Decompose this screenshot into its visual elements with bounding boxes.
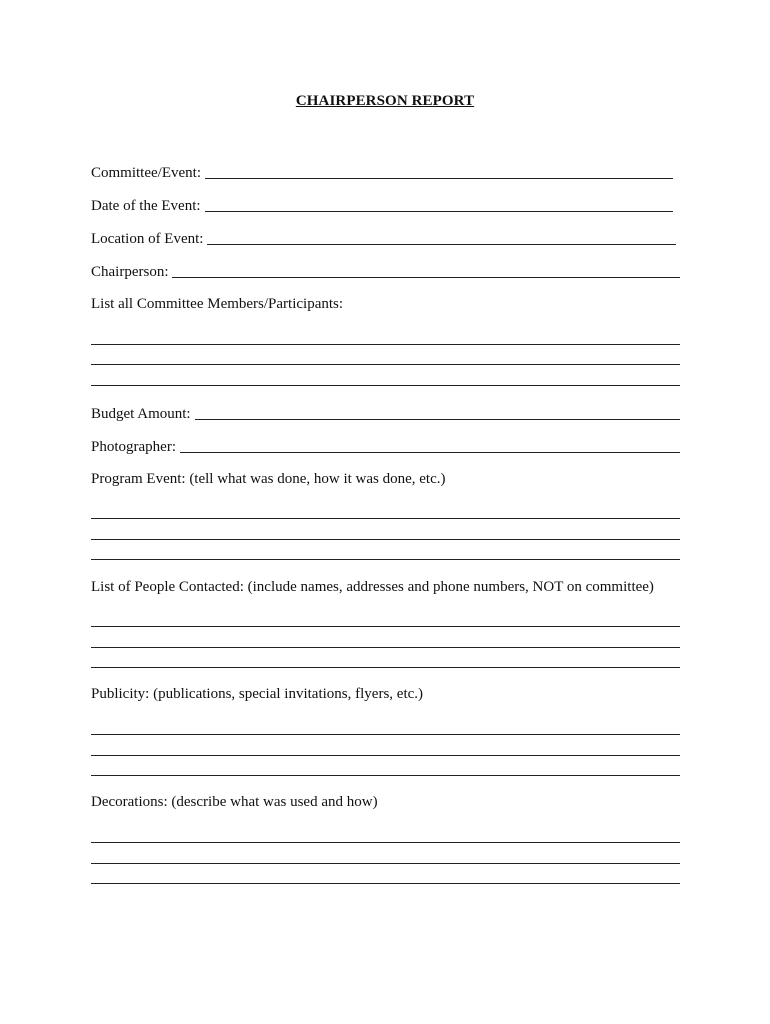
committee-event-line[interactable] <box>205 178 673 179</box>
location-of-event-line[interactable] <box>207 244 676 245</box>
committee-event-label: Committee/Event: <box>91 165 201 181</box>
people-contacted-line-1[interactable] <box>91 626 680 627</box>
people-contacted-heading: List of People Contacted: (include names, addresses and phone numbers, NOT on committee) <box>91 579 654 595</box>
budget-amount-line[interactable] <box>195 419 680 420</box>
decorations-line-2[interactable] <box>91 863 680 864</box>
date-of-event-line[interactable] <box>205 211 673 212</box>
decorations-heading: Decorations: (describe what was used and how) <box>91 794 378 810</box>
date-of-event-label: Date of the Event: <box>91 198 201 214</box>
date-of-event-field[interactable] <box>91 195 673 215</box>
program-event-line-1[interactable] <box>91 518 680 519</box>
publicity-line-2[interactable] <box>91 755 680 756</box>
decorations-line-3[interactable] <box>91 883 680 884</box>
budget-amount-label: Budget Amount: <box>91 406 191 422</box>
decorations-line-1[interactable] <box>91 842 680 843</box>
program-event-line-3[interactable] <box>91 559 680 560</box>
publicity-line-3[interactable] <box>91 775 680 776</box>
publicity-heading: Publicity: (publications, special invitations, flyers, etc.) <box>91 686 424 702</box>
people-contacted-line-2[interactable] <box>91 647 680 648</box>
photographer-field[interactable] <box>91 436 680 456</box>
photographer-label: Photographer: <box>91 439 176 455</box>
chairperson-label: Chairperson: <box>91 264 169 280</box>
location-of-event-label: Location of Event: <box>91 231 204 247</box>
committee-event-field[interactable] <box>91 162 673 182</box>
committee-members-line-2[interactable] <box>91 364 680 365</box>
committee-members-heading: List all Committee Members/Participants: <box>91 296 344 312</box>
program-event-line-2[interactable] <box>91 539 680 540</box>
people-contacted-line-3[interactable] <box>91 667 680 668</box>
committee-members-line-1[interactable] <box>91 344 680 345</box>
photographer-line[interactable] <box>180 452 680 453</box>
location-of-event-field[interactable] <box>91 228 676 248</box>
report-title: CHAIRPERSON REPORT <box>295 93 475 109</box>
program-event-heading: Program Event: (tell what was done, how it was done, etc.) <box>91 471 446 487</box>
chairperson-field[interactable] <box>91 261 680 281</box>
publicity-line-1[interactable] <box>91 734 680 735</box>
budget-amount-field[interactable] <box>91 403 680 423</box>
chairperson-line[interactable] <box>172 277 680 278</box>
committee-members-line-3[interactable] <box>91 385 680 386</box>
